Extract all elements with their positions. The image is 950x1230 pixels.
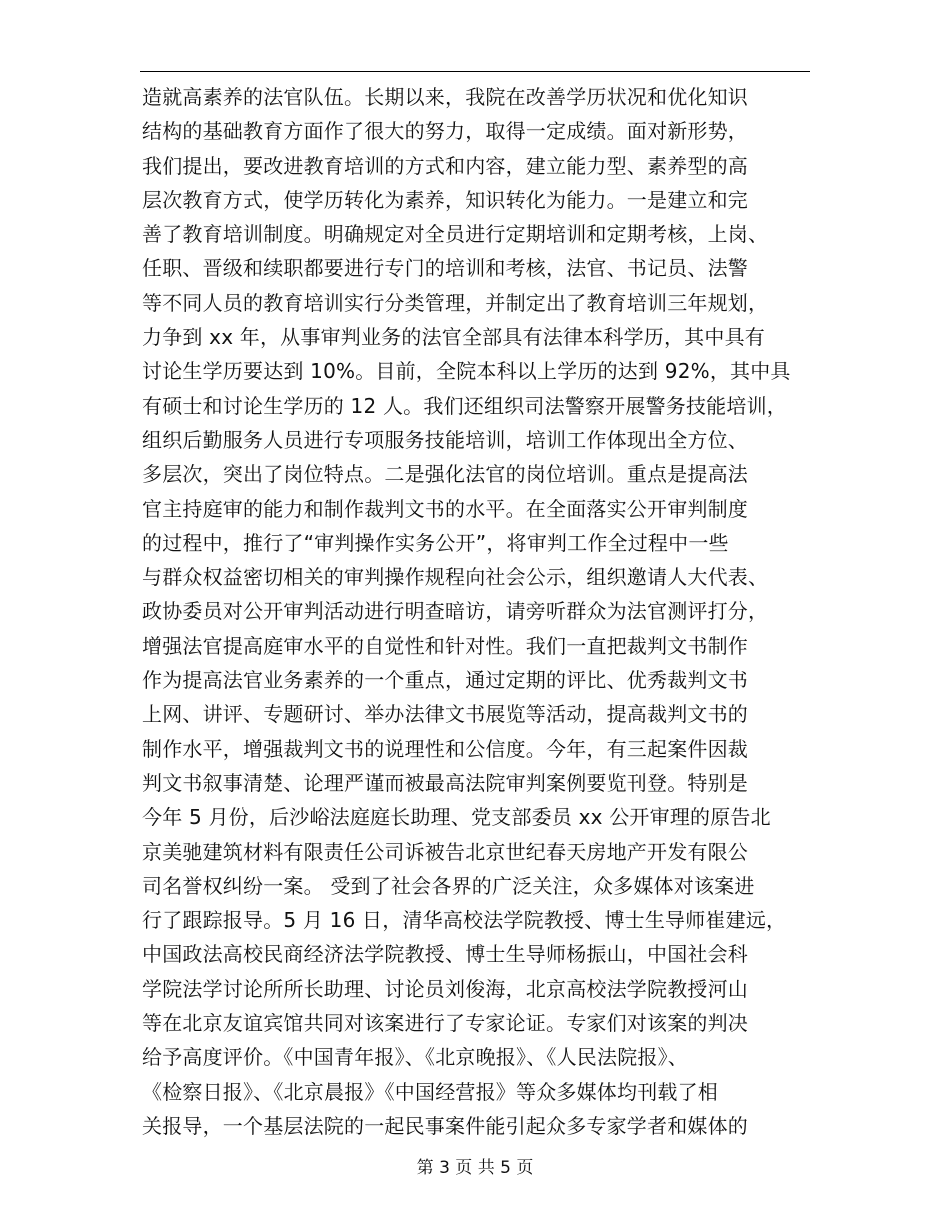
text-line: 行了跟踪报导。5 月 16 日，清华高校法学院教授、博士生导师崔建远，	[142, 908, 787, 933]
text-line: 有硕士和讨论生学历的 12 人。我们还组织司法警察开展警务技能培训，	[142, 393, 787, 418]
text-line: 等不同人员的教育培训实行分类管理，并制定出了教育培训三年规划，	[142, 290, 769, 315]
text-line: 制作水平，增强裁判文书的说理性和公信度。今年，有三起案件因裁	[142, 736, 748, 761]
text-line: 今年 5 月份，后沙峪法庭庭长助理、党支部委员 xx 公开审理的原告北	[142, 805, 771, 830]
text-line: 《检察日报》、《北京晨报》《中国经营报》等众多媒体均刊载了相	[142, 1079, 718, 1104]
header-rule	[140, 71, 810, 72]
text-line: 组织后勤服务人员进行专项服务技能培训，培训工作体现出全方位、	[142, 427, 748, 452]
text-line: 政协委员对公开审判活动进行明查暗访，请旁听群众为法官测评打分，	[142, 599, 769, 624]
text-line: 层次教育方式，使学历转化为素养，知识转化为能力。一是建立和完	[142, 187, 748, 212]
text-line: 关报导，一个基层法院的一起民事案件能引起众多专家学者和媒体的	[142, 1113, 748, 1138]
text-line: 与群众权益密切相关的审判操作规程向社会公示，组织邀请人大代表、	[142, 565, 769, 590]
text-line: 多层次，突出了岗位特点。二是强化法官的岗位培训。重点是提高法	[142, 462, 748, 487]
text-line: 讨论生学历要达到 10%。目前，全院本科以上学历的达到 92%，其中具	[142, 359, 791, 384]
text-line: 力争到 xx 年，从事审判业务的法官全部具有法律本科学历，其中具有	[142, 325, 765, 350]
text-line: 增强法官提高庭审水平的自觉性和针对性。我们一直把裁判文书制作	[142, 633, 748, 658]
text-line: 上网、讲评、专题研讨、举办法律文书展览等活动，提高裁判文书的	[142, 702, 748, 727]
text-line: 善了教育培训制度。明确规定对全员进行定期培训和定期考核，上岗、	[142, 222, 769, 247]
text-line: 的过程中，推行了“审判操作实务公开”，将审判工作全过程中一些	[142, 530, 729, 555]
text-line: 中国政法高校民商经济法学院教授、博士生导师杨振山，中国社会科	[142, 942, 748, 967]
text-line: 我们提出，要改进教育培训的方式和内容，建立能力型、素养型的高	[142, 153, 748, 178]
document-body	[142, 80, 822, 1143]
text-line: 判文书叙事清楚、论理严谨而被最高法院审判案例要览刊登。特别是	[142, 770, 748, 795]
text-line: 官主持庭审的能力和制作裁判文书的水平。在全面落实公开审判制度	[142, 496, 748, 521]
text-line: 任职、晋级和续职都要进行专门的培训和考核，法官、书记员、法警	[142, 256, 748, 281]
text-line: 等在北京友谊宾馆共同对该案进行了专家论证。专家们对该案的判决	[142, 1011, 748, 1036]
text-line: 结构的基础教育方面作了很大的努力，取得一定成绩。面对新形势，	[142, 119, 748, 144]
text-line: 司名誉权纠纷一案。 受到了社会各界的广泛关注，众多媒体对该案进	[142, 873, 755, 898]
text-line: 造就高素养的法官队伍。长期以来，我院在改善学历状况和优化知识	[142, 85, 748, 109]
text-line: 给予高度评价。《中国青年报》、《北京晚报》、《人民法院报》、	[142, 1045, 688, 1070]
page-number: 第 3 页 共 5 页	[416, 1158, 534, 1178]
text-line: 京美驰建筑材料有限责任公司诉被告北京世纪春天房地产开发有限公	[142, 839, 748, 864]
text-line: 学院法学讨论所所长助理、讨论员刘俊海，北京高校法学院教授河山	[142, 976, 748, 1001]
text-line: 作为提高法官业务素养的一个重点，通过定期的评比、优秀裁判文书	[142, 668, 748, 693]
